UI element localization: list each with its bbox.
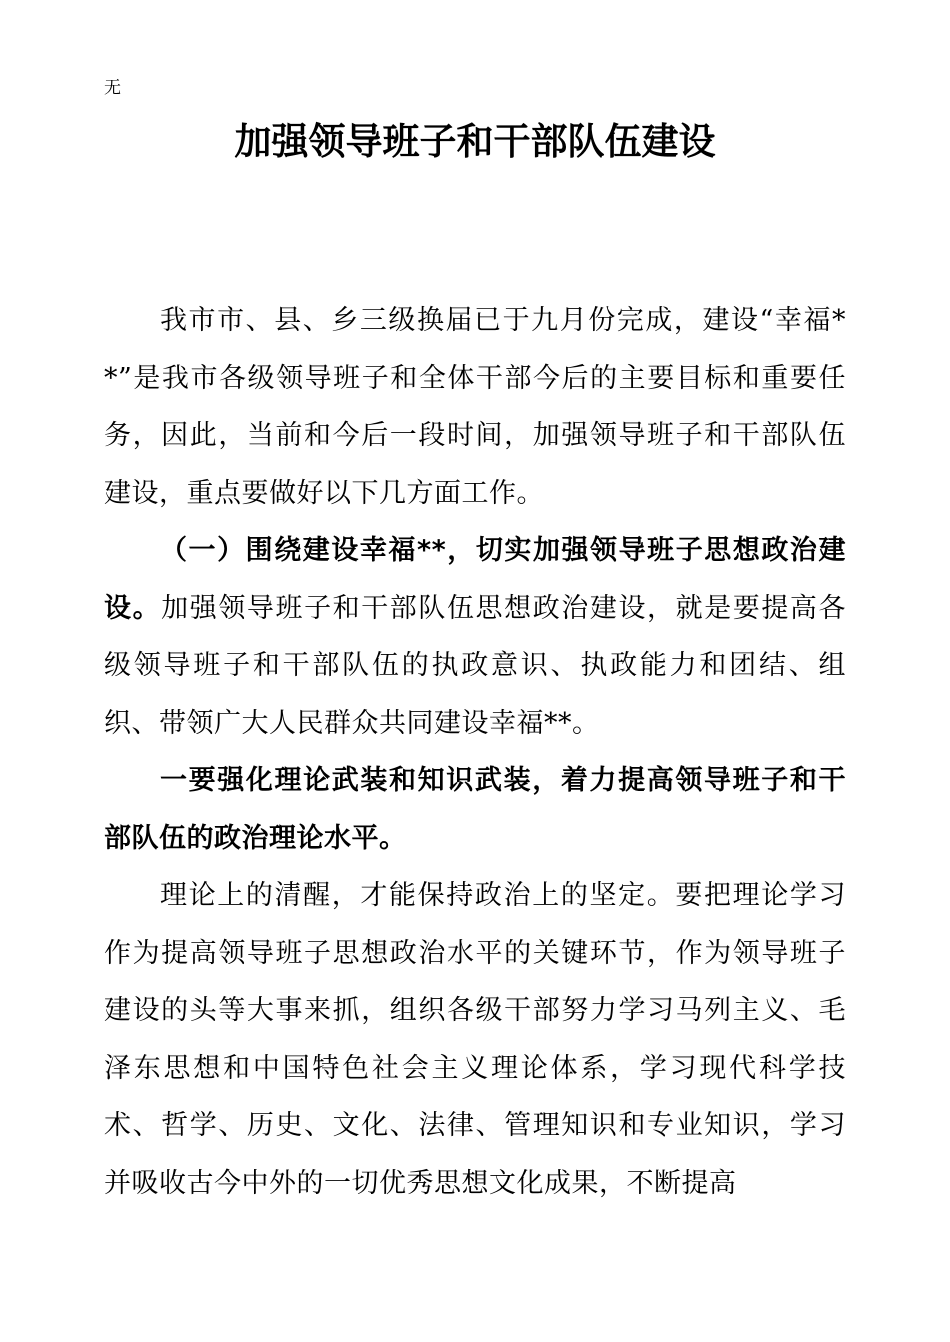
intro-paragraph: 我市市、县、乡三级换届已于九月份完成，建设“幸福**”是我市各级领导班子和全体干部今后的主要目标和重要任务，因此，当前和今后一段时间，加强领导班子和干部队伍建设，重点要做好以下几方面工作。 [104, 305, 846, 509]
point-1-paragraph: 理论上的清醒，才能保持政治上的坚定。要把理论学习作为提高领导班子思想政治水平的关键环节，作为领导班子建设的头等大事来抓，组织各级干部努力学习马列主义、毛泽东思想和中国特色社会主义理论体系，学习现代科学技术、哲学、历史、文化、法律、管理知识和专业知识，学习并吸收古今中外的一切优秀思想文化成果，不断提高 [104, 880, 846, 1199]
section-1-text: 加强领导班子和干部队伍思想政治建设，就是要提高各级领导班子和干部队伍的执政意识、执政能力和团结、组织、带领广大人民群众共同建设幸福**。 [104, 592, 847, 739]
document-title: 加强领导班子和干部队伍建设 [234, 120, 716, 163]
point-1-heading: 一要强化理论武装和知识武装，着力提高领导班子和干部队伍的政治理论水平。 [104, 765, 846, 854]
section-1-paragraph [104, 522, 846, 752]
document-body [104, 292, 846, 1212]
section-1-heading: （一）围绕建设幸福**，切实加强领导班子思想政治建设。 [104, 535, 846, 624]
corner-mark: 无 [104, 78, 121, 98]
